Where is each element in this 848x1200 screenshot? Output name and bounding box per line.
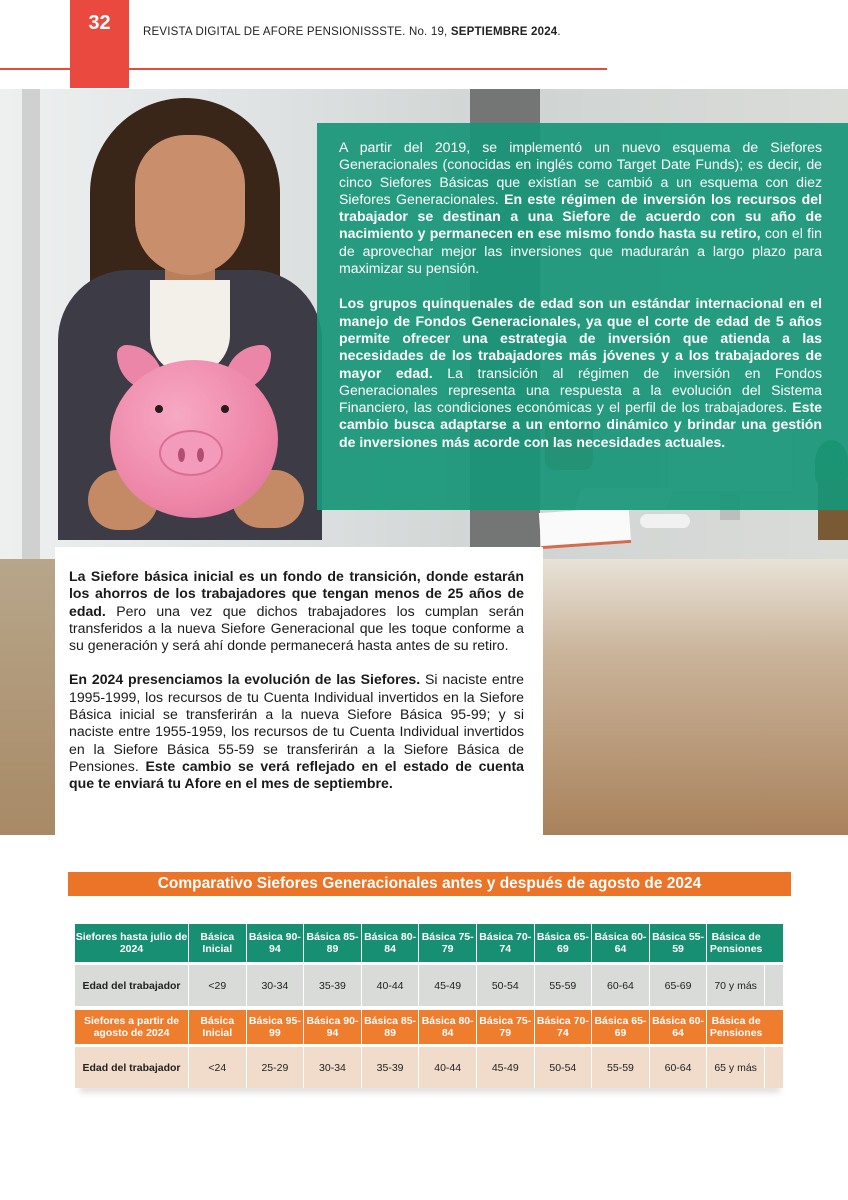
table-cell: Básica 80-84 [362, 924, 420, 962]
text-run-bold: Este cambio busca adaptarse a un entorno dinámico y brindar una gestión de inversiones más acorde con las necesidades actuales. [339, 399, 822, 450]
piggy-eye-right [221, 405, 229, 413]
table-header-after [75, 1006, 783, 1044]
table-row-label: Siefores hasta julio de 2024 [75, 924, 189, 962]
notebook [539, 507, 631, 549]
piggy-eye-left [155, 405, 163, 413]
table-cell: 25-29 [247, 1047, 305, 1088]
text-run: La transición al régimen de inversión en Fondos Generacionales representa una respuesta a la evolución del Sistema Financiero, las condiciones económicas y el perfil de los trabajadores. [339, 364, 822, 416]
intro-paragraph-1 [339, 139, 822, 277]
table-cell: 35-39 [362, 1047, 420, 1088]
table-cell: Básica de Pensiones [709, 931, 763, 955]
woman-face [135, 135, 245, 275]
table-cell: Básica 90-94 [304, 1010, 362, 1044]
table-cell: Básica 70-74 [477, 924, 535, 962]
table-cell: Básica 55-59 [650, 924, 708, 962]
text-run-bold: En este régimen de inversión los recursos del trabajador se destinan a una Siefore de acuerdo con su año de nacimiento y permanecen en ese mismo fondo hasta su retiro, [339, 190, 822, 242]
table-cell: Básica 95-99 [247, 1010, 305, 1044]
detail-paragraph-1 [69, 568, 524, 654]
table-cell: Básica 75-79 [419, 924, 477, 962]
table-cell: 60-64 [650, 1047, 708, 1088]
text-run-bold: La Siefore básica inicial es un fondo de transición, donde estarán los ahorros de los trabajadores que tengan menos de 25 años de edad. [69, 568, 524, 619]
text-run-bold: Este cambio se verá reflejado en el estado de cuenta que te enviará tu Afore en el mes de septiembre. [69, 757, 524, 792]
table-cell: Básica 80-84 [419, 1010, 477, 1044]
table-cell: <29 [189, 965, 247, 1006]
intro-paragraph-2 [339, 295, 822, 451]
text-run-bold: En 2024 presenciamos la evolución de las Siefores. [69, 671, 421, 688]
table-cell: Básica 60-64 [592, 924, 650, 962]
table-cell: 60-64 [592, 965, 650, 1006]
table-header-before [75, 924, 783, 962]
table-cell: Básica 65-69 [592, 1010, 650, 1044]
detail-text-box [55, 547, 543, 835]
table-cell: Básica 65-69 [535, 924, 593, 962]
table-cell: 65 y más [707, 1047, 765, 1088]
table-cell: Básica 60-64 [650, 1010, 708, 1044]
running-header [143, 26, 561, 38]
piggy-snout [159, 430, 223, 476]
table-cell: 40-44 [419, 1047, 477, 1088]
text-run: Pero una vez que dichos trabajadores los cumplan serán transferidos a la nueva Siefore Generacional que les toque conforme a su generación y será ahí donde permanecerá hasta antes de su retiro. [69, 602, 524, 654]
table-cell: Básica 75-79 [477, 1010, 535, 1044]
table-cell: Básica Inicial [189, 1010, 247, 1044]
table-cell: 55-59 [535, 965, 593, 1006]
computer-mouse [640, 514, 690, 528]
table-cell: 30-34 [304, 1047, 362, 1088]
text-run: con el fin de aprovechar mejor las inversiones que madurarán a largo plazo para maximizar su pensión. [339, 225, 822, 277]
text-run: A partir del 2019, se implementó un nuevo esquema de Siefores Generacionales (conocidas en inglés como Target Date Funds); es decir, de cinco Siefores Básicas que existían se cambió a un esquema con diez Siefores Generacionales. [339, 139, 822, 207]
issue-month: SEPTIEMBRE 2024 [450, 26, 558, 38]
table-cell: 45-49 [419, 965, 477, 1006]
table-cell: 30-34 [247, 965, 305, 1006]
table-cell: Básica 85-89 [304, 924, 362, 962]
table-cell: Básica 85-89 [362, 1010, 420, 1044]
window-frame [22, 89, 40, 559]
page-number-tab [70, 0, 129, 88]
table-row-label: Edad del trabajador [75, 965, 189, 1006]
table-cell: <24 [189, 1047, 247, 1088]
text-run: Si naciste entre 1995-1999, los recursos de tu Cuenta Individual invertidos en la Siefore Básica inicial se transferirán a la nueva Siefore Básica 95-99; y si naciste entre 1955-1959, los recursos de tu Cuenta Individual invertidos en la Siefore Básica 55-59 se transferirán a la Siefore Básica de Pensiones. [69, 671, 525, 774]
table-cell: Básica 90-94 [247, 924, 305, 962]
table-row-before-ages [75, 962, 783, 1006]
text-run-bold: Los grupos quinquenales de edad son un estándar internacional en el manejo de Fondos Generacionales, ya que el corte de edad de 5 años permite ofrecer una estrategia de inversión que atienda a las necesidades de los trabajadores más jóvenes y a los trabajadores de mayor edad. [339, 295, 822, 381]
table-row-label: Siefores a partir de agosto de 2024 [75, 1010, 189, 1044]
magazine-name: REVISTA DIGITAL DE AFORE PENSIONISSSTE. No. 19, [143, 26, 451, 38]
table-title: Comparativo Siefores Generacionales antes y después de agosto de 2024 [68, 872, 791, 896]
table-row-label: Edad del trabajador [75, 1047, 189, 1088]
piggy-bank [105, 345, 283, 525]
table-cell: 50-54 [477, 965, 535, 1006]
page-number: 32 [88, 12, 111, 34]
table-cell: 50-54 [535, 1047, 593, 1088]
piggy-nostril [197, 448, 204, 462]
table-cell: Básica de Pensiones [709, 1015, 763, 1039]
table-cell: 55-59 [592, 1047, 650, 1088]
header-rule [0, 68, 607, 70]
table-cell: 65-69 [650, 965, 708, 1006]
issue-suffix: . [557, 26, 561, 38]
table-row-after-ages [75, 1044, 783, 1088]
intro-text-box [317, 123, 848, 510]
table-cell: 35-39 [304, 965, 362, 1006]
detail-paragraph-2 [69, 671, 524, 792]
table-cell: Básica Inicial [189, 924, 247, 962]
table-cell: 45-49 [477, 1047, 535, 1088]
table-cell: 70 y más [707, 965, 765, 1006]
siefores-comparison-table [75, 924, 783, 1088]
table-cell: 40-44 [362, 965, 420, 1006]
piggy-nostril [178, 448, 185, 462]
table-cell: Básica 70-74 [535, 1010, 593, 1044]
